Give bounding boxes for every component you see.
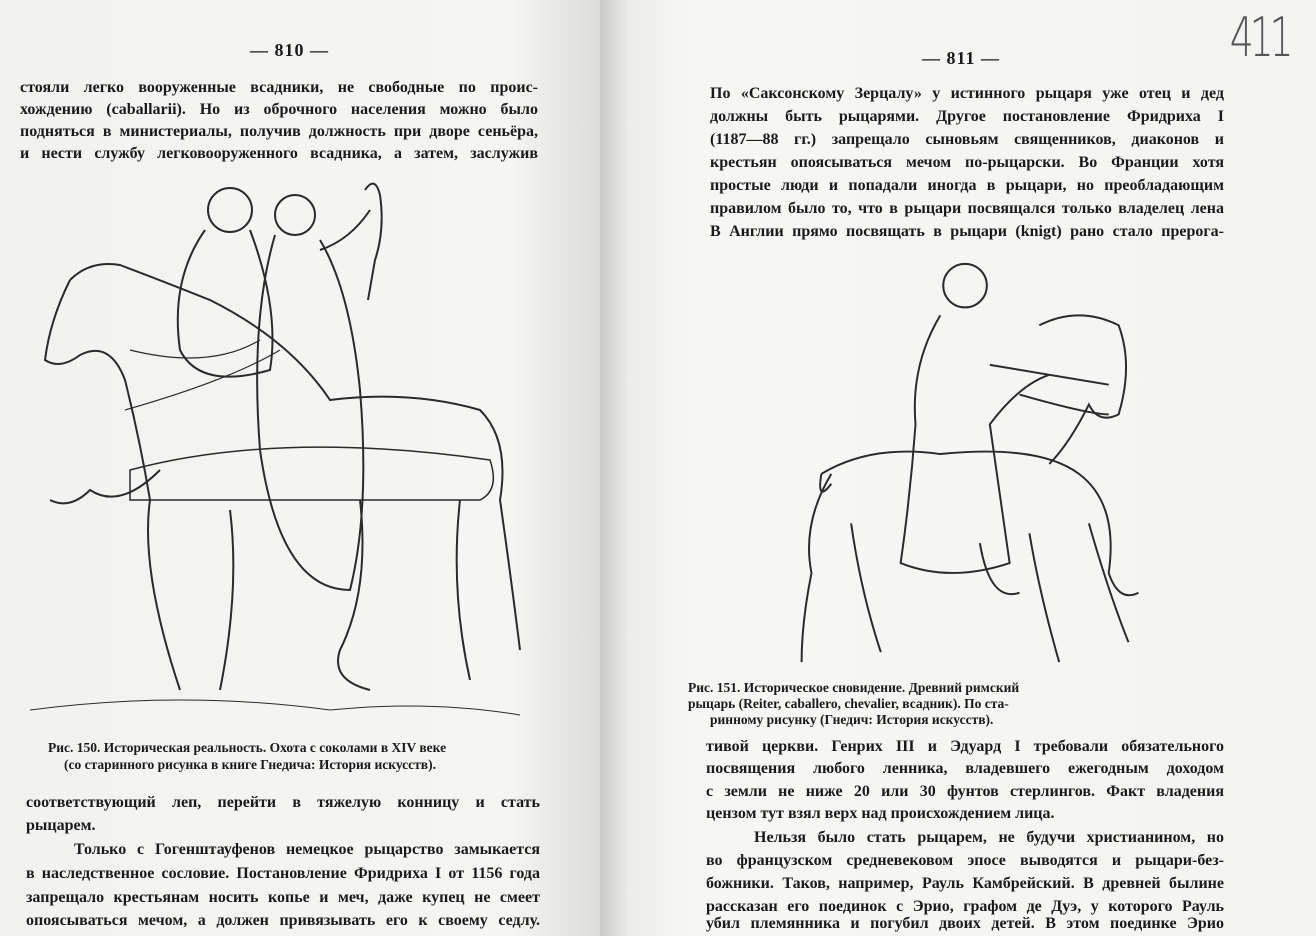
text-line: крестьян опоясываться мечом по-рыцарски. Во Франции хотя (710, 154, 1224, 171)
text-line: цензом тут взял верх над происхождением лица. (706, 805, 1055, 822)
page-number: — 811 — (922, 48, 1001, 68)
figure-151-illustration (790, 246, 1150, 672)
text-line: стояли легко вооруженные всадники, не свободные по проис- (20, 79, 538, 96)
text-line: правилом было то, что в рыцари посвящался только владелец лена (710, 200, 1224, 217)
text-line: должны быть рыцарями. Другое постановление Фридриха I (710, 108, 1224, 125)
text-line: божники. Таков, например, Рауль Камбрейский. В древней былине (706, 875, 1224, 892)
text-line: и нести службу легковооруженного всадника, а затем, заслужив (20, 145, 538, 162)
text-line: опоясываться мечом, а должен привязывать его к своему седлу. (26, 912, 540, 929)
text-line: Только с Гогенштауфенов немецкое рыцарство замыкается (74, 841, 540, 858)
handwritten-page-mark: 411 (1229, 6, 1290, 69)
text-line: рыцарем. (26, 817, 96, 834)
figure-150-illustration (30, 170, 530, 730)
text-line: в наследственное сословие. Постановление Фридриха I от 1156 года (26, 865, 540, 882)
text-line: посвящения любого ленника, владевшего ежегодным доходом (706, 760, 1224, 777)
text-line: с земли не ниже 20 или 30 фунтов стерлингов. Факт владения (706, 783, 1224, 800)
figure-caption: ринному рисунку (Гнедич: История искусств). (710, 712, 994, 727)
figure-caption: (со старинного рисунка в книге Гнедича: История искусств). (64, 757, 436, 772)
text-line: во французском средневековом эпосе выводятся и рыцари-без- (706, 852, 1224, 869)
text-line: запрещало крестьянам носить копье и меч, даже купец не смеет (26, 889, 540, 906)
right-page (600, 0, 1316, 936)
text-line: (1187—88 гг.) запрещало сыновьям священников, диаконов и (710, 131, 1224, 148)
text-line: Нельзя было стать рыцарем, не будучи христианином, но (754, 829, 1224, 846)
figure-caption: рыцарь (Reiter, caballero, chevalier, всадник). По ста- (688, 696, 1009, 711)
page-number: — 810 — (250, 40, 329, 60)
text-line: рассказан его поединок с Эрио, графом де Дуэ, у которого Рауль (706, 898, 1224, 915)
text-line: хождению (caballarii). Но из оброчного населения можно было (20, 101, 538, 118)
left-page (0, 0, 600, 936)
text-line: тивой церкви. Генрих III и Эдуард I требовали обязательного (706, 738, 1224, 755)
text-line: подняться в министериалы, получив должность при дворе сеньёра, (20, 123, 538, 140)
figure-caption: Рис. 151. Историческое сновидение. Древний римский (688, 680, 1020, 695)
figure-caption: Рис. 150. Историческая реальность. Охота с соколами в XIV веке (48, 740, 447, 755)
text-line: По «Саксонскому Зерцалу» у истинного рыцаря уже отец и дед (710, 85, 1224, 102)
text-line: убил племянника и погубил двоих детей. В этом поединке Эрио (706, 915, 1224, 932)
text-line: простые люди и попадали иногда в рыцари, но преобладающим (710, 177, 1224, 194)
text-line: В Англии прямо посвящать в рыцари (knigt) рано стало прерога- (710, 223, 1224, 240)
text-line: соответствующий леп, перейти в тяжелую конницу и стать (26, 794, 540, 811)
